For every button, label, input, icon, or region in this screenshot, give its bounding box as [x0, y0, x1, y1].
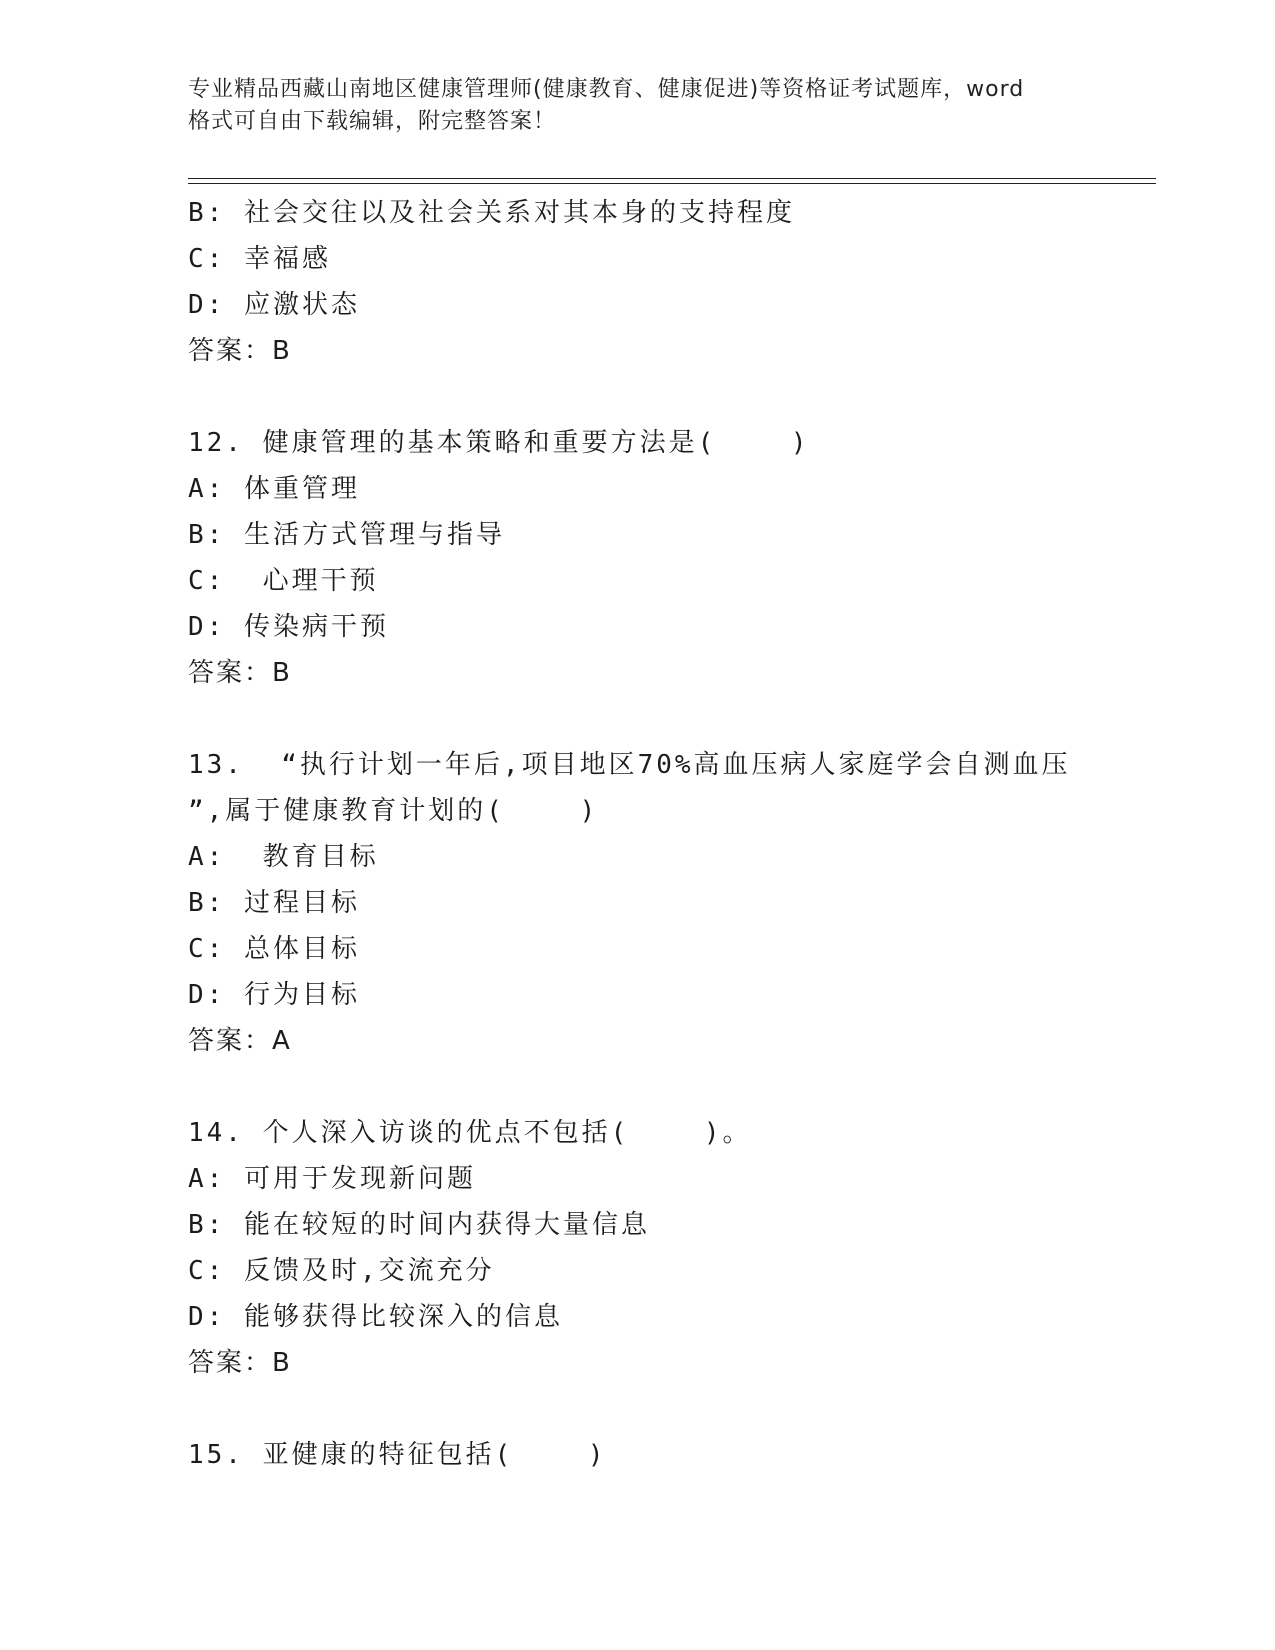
- option-a: A: 可用于发现新问题: [188, 1164, 476, 1194]
- option-b: B: 生活方式管理与指导: [188, 520, 505, 550]
- spacer: [188, 1386, 1128, 1432]
- question-text: 14. 个人深入访谈的优点不包括( )。: [188, 1118, 752, 1148]
- document-header: [188, 74, 1088, 138]
- option-a: A: 体重管理: [188, 474, 360, 504]
- question-text: 12. 健康管理的基本策略和重要方法是( ): [188, 428, 810, 458]
- option-b: B: 能在较短的时间内获得大量信息: [188, 1210, 650, 1240]
- option-c: C: 幸福感: [188, 244, 331, 274]
- option-b: B: 社会交往以及社会关系对其本身的支持程度: [188, 198, 795, 228]
- spacer: [188, 696, 1128, 742]
- option-b: B: 过程目标: [188, 888, 360, 918]
- question-12: [188, 420, 1128, 696]
- question-text-line-2: ”,属于健康教育计划的( ): [188, 796, 599, 826]
- option-d: D: 应激状态: [188, 290, 360, 320]
- option-c: C: 总体目标: [188, 934, 360, 964]
- answer: 答案：B: [188, 658, 292, 688]
- header-line-2: 格式可自由下载编辑，附完整答案！: [188, 109, 557, 134]
- option-c: C: 心理干预: [188, 566, 379, 596]
- question-text-line-1: 13. “执行计划一年后,项目地区70%高血压病人家庭学会自测血压: [188, 750, 1071, 780]
- answer: 答案：A: [188, 1026, 292, 1056]
- header-divider-top: [188, 178, 1156, 179]
- question-11: [188, 190, 1128, 374]
- option-c: C: 反馈及时,交流充分: [188, 1256, 495, 1286]
- answer: 答案：B: [188, 336, 292, 366]
- option-d: D: 行为目标: [188, 980, 360, 1010]
- question-14: [188, 1110, 1128, 1386]
- question-13: [188, 742, 1128, 1064]
- header-divider-bottom: [188, 183, 1156, 184]
- option-d: D: 能够获得比较深入的信息: [188, 1302, 563, 1332]
- spacer: [188, 374, 1128, 420]
- option-d: D: 传染病干预: [188, 612, 389, 642]
- answer: 答案：B: [188, 1348, 292, 1378]
- question-15: [188, 1432, 1128, 1478]
- option-a: A: 教育目标: [188, 842, 379, 872]
- spacer: [188, 1064, 1128, 1110]
- question-list: [188, 190, 1128, 1478]
- question-text: 15. 亚健康的特征包括( ): [188, 1440, 607, 1470]
- header-line-1: 专业精品西藏山南地区健康管理师(健康教育、健康促进)等资格证考试题库，word: [188, 77, 1025, 102]
